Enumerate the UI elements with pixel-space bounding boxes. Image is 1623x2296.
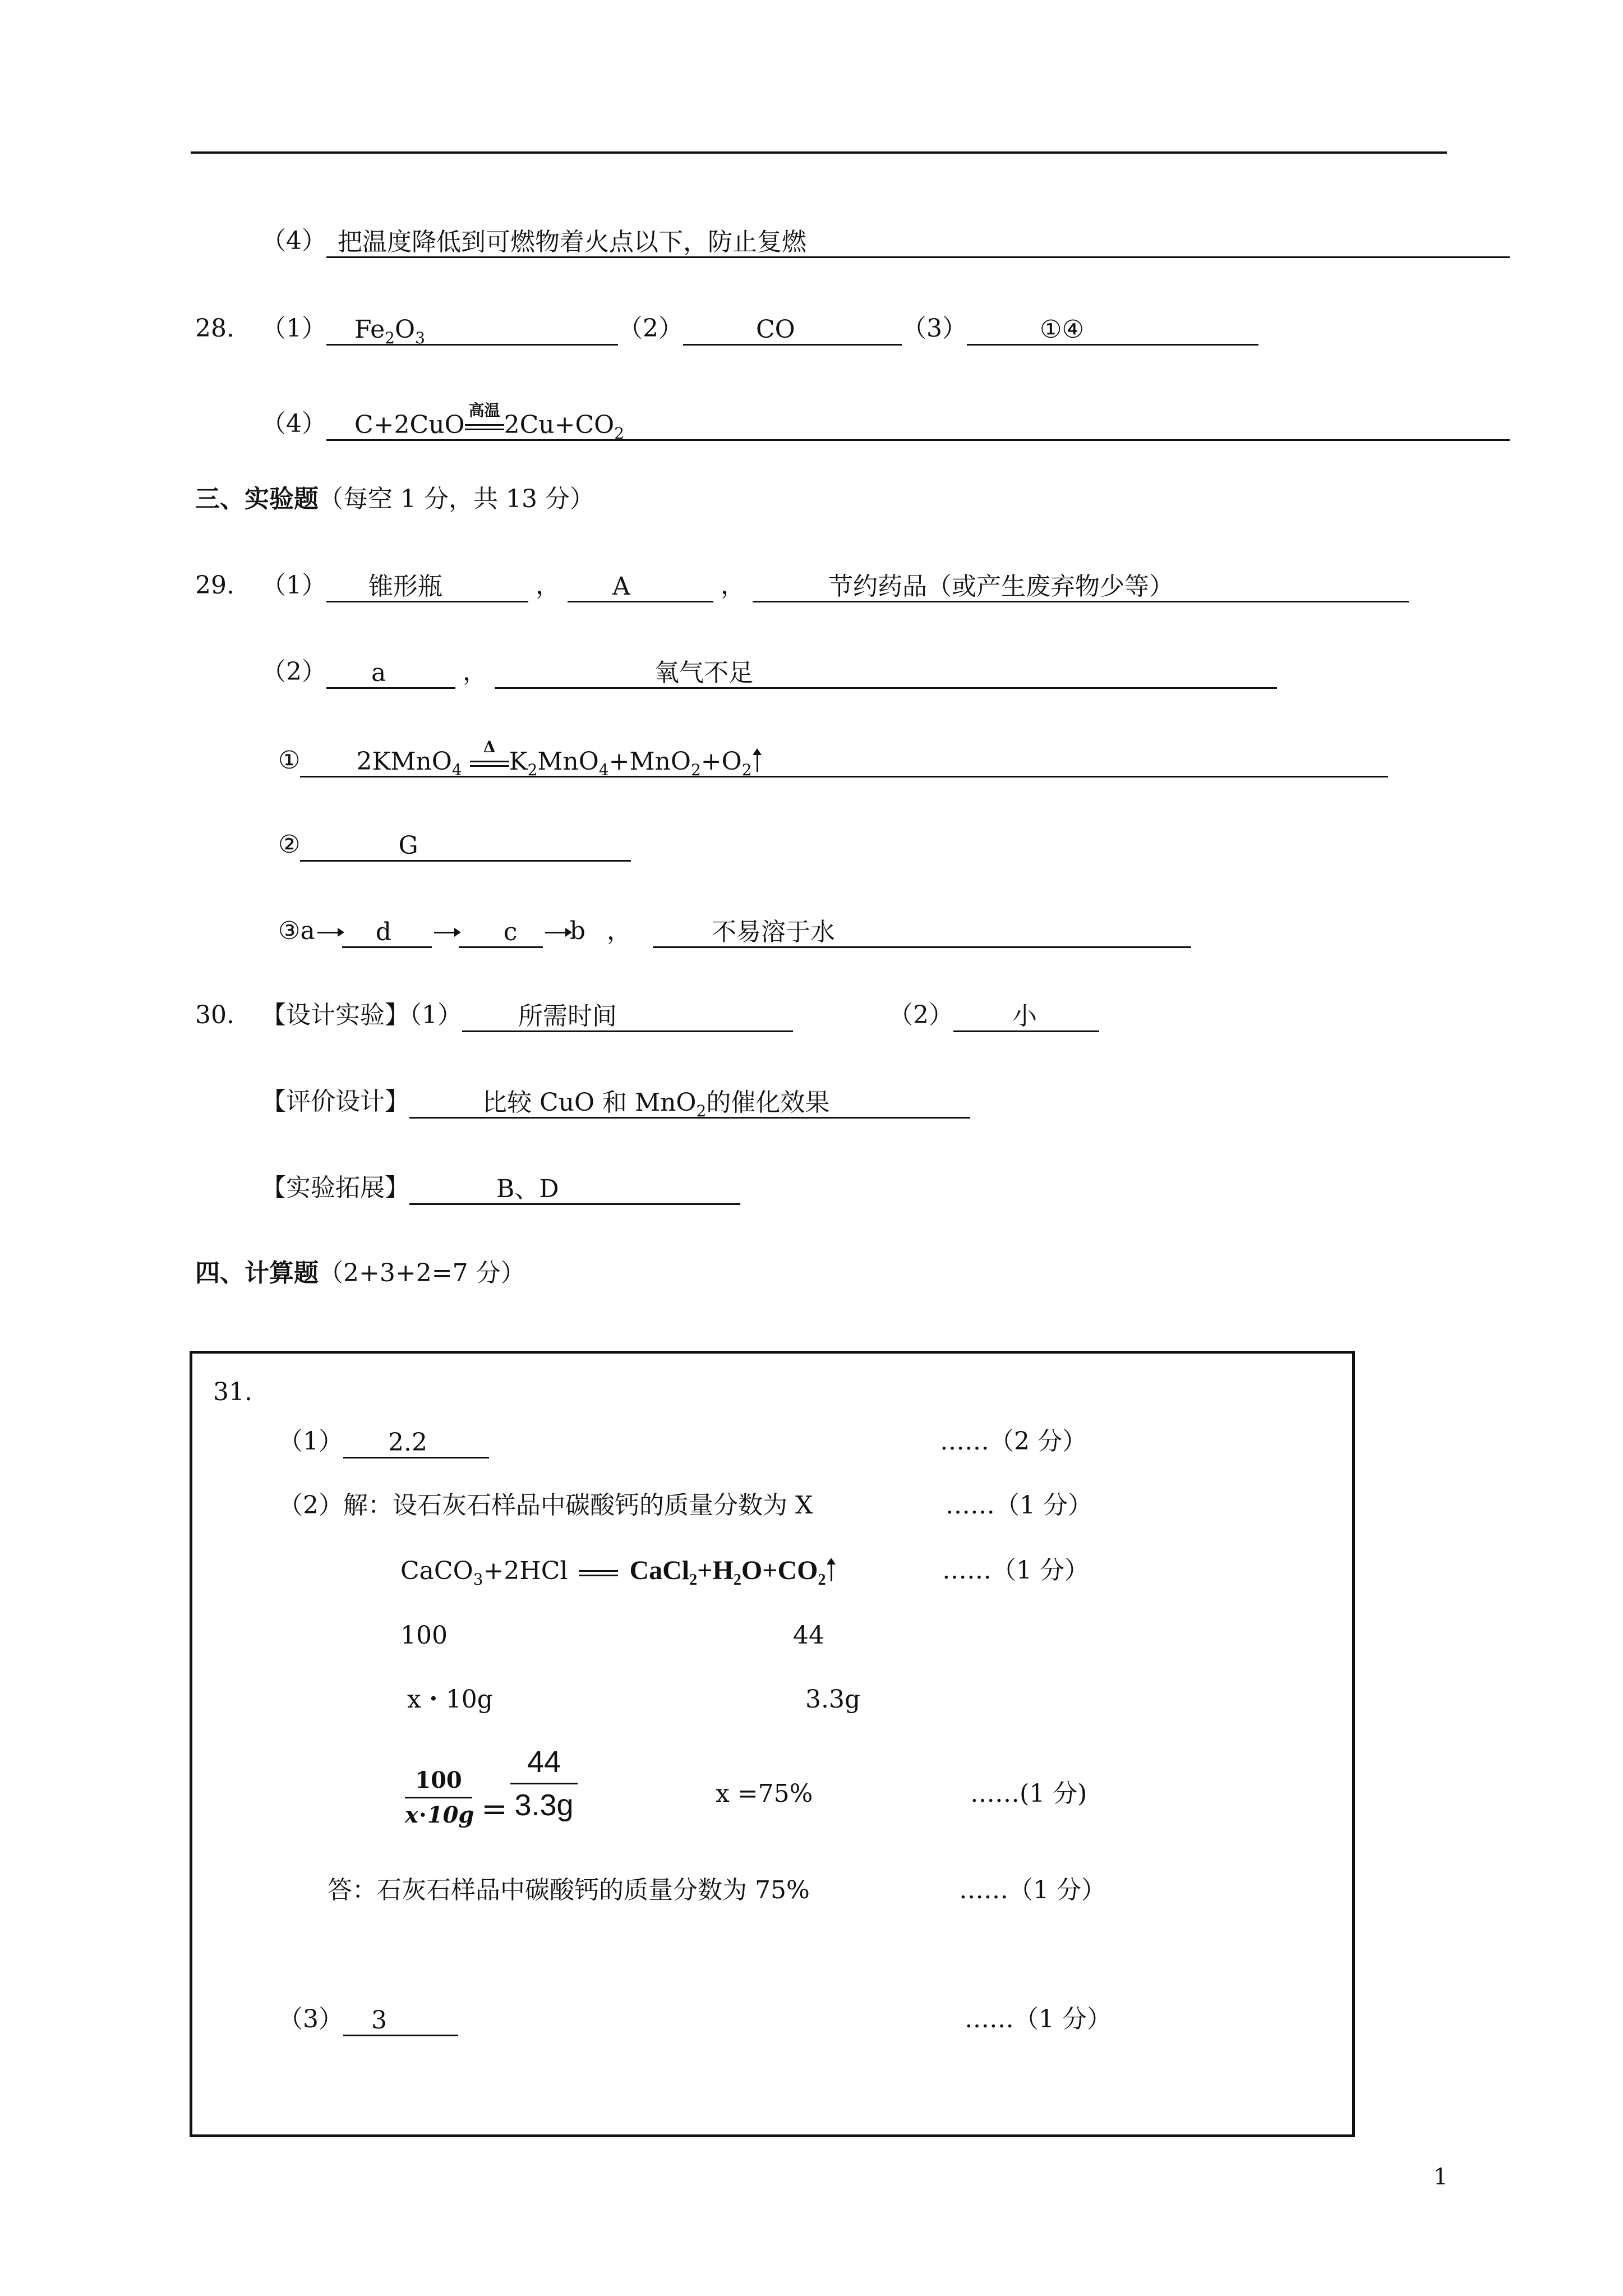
q31-answer-statement: 答：石灰石样品中碳酸钙的质量分数为 75% xyxy=(328,1876,810,1904)
q31-part3: （3） 3 xyxy=(278,2003,458,2036)
answer-blank: 节约药品（或产生废弃物少等） xyxy=(753,570,1409,602)
q31-part1: （1） 2.2 xyxy=(278,1425,489,1458)
answer-blank: 3 xyxy=(343,2004,458,2036)
fraction-right: 44 3.3g xyxy=(510,1745,578,1823)
answer-blank: c xyxy=(459,915,543,948)
answer-blank: 2.2 xyxy=(343,1426,489,1458)
answer-blank: B、D xyxy=(409,1172,740,1205)
answer-blank: d xyxy=(342,915,432,948)
equation-sign xyxy=(579,1565,618,1581)
q31-label: 31. xyxy=(213,1378,252,1406)
q30-row1: 30. 【设计实验】（1） 所需时间 （2） 小 xyxy=(195,999,1099,1032)
q29-row4: ② G xyxy=(278,828,631,862)
score-note: ……（2 分） xyxy=(940,1427,1087,1456)
score-note: ……（1 分） xyxy=(946,1491,1092,1520)
q28-row1: 28. （1） $Fe_2O_3$ （2） CO （3） ①④ xyxy=(195,312,1258,346)
answer-blank: C+2CuO 高温 $2Cu+CO_2$ xyxy=(326,408,1510,441)
score-note: ……(1 分) xyxy=(970,1779,1087,1808)
gas-arrow-icon xyxy=(831,1562,832,1581)
equals-sign: = xyxy=(481,1791,508,1828)
molar-mass-caco3: 100 xyxy=(400,1621,448,1650)
q29-row5: ③a d c b ， 不易溶于水 xyxy=(278,914,1191,948)
q29-row3-equation: ① 2KMnO$_4$ Δ $K_2MnO_4+MnO_2+O_2$ xyxy=(278,744,1388,777)
header-rule xyxy=(191,151,1447,154)
answer-blank: a xyxy=(326,656,455,689)
answer-blank: 所需时间 xyxy=(462,1000,793,1032)
right-arrow-icon xyxy=(317,932,340,933)
answer-blank: A xyxy=(568,570,713,602)
q27-part4: （4） 把温度降低到可燃物着火点以下，防止复燃 xyxy=(261,224,1510,258)
section3-heading: 三、实验题（每空 1 分，共 13 分） xyxy=(195,485,594,513)
answer-blank: 2KMnO$_4$ Δ $K_2MnO_4+MnO_2+O_2$ xyxy=(300,745,1388,777)
answer-blank: 不易溶于水 xyxy=(653,915,1191,948)
right-arrow-icon xyxy=(434,932,457,933)
section4-heading: 四、计算题（2+3+2=7 分） xyxy=(195,1259,525,1287)
q29-row1: 29. （1） 锥形瓶 ， A ， 节约药品（或产生废弃物少等） xyxy=(195,569,1409,602)
equation-sign: Δ xyxy=(470,755,509,772)
answer-blank: 比较 CuO 和 MnO$_2$的催化效果 xyxy=(409,1086,970,1119)
mass-co2: 3.3g xyxy=(805,1685,861,1714)
score-note: ……（1 分） xyxy=(965,2005,1112,2033)
q31-reaction-equation: CaCO$_3$+2HCl $CaCl_2+H_2O+CO_2$ xyxy=(400,1554,832,1588)
answer-blank: 氧气不足 xyxy=(495,656,1277,689)
score-note: ……（1 分） xyxy=(959,1876,1106,1904)
answer-blank: $Fe_2O_3$ xyxy=(326,313,618,346)
answer-blank: 小 xyxy=(953,1000,1099,1032)
q28-part4: （4） C+2CuO 高温 $2Cu+CO_2$ xyxy=(261,407,1510,441)
page-number: 1 xyxy=(1433,2164,1448,2190)
molar-mass-co2: 44 xyxy=(793,1621,824,1650)
q29-row2: （2） a ， 氧气不足 xyxy=(261,655,1277,689)
answer-blank: 把温度降低到可燃物着火点以下，防止复燃 xyxy=(326,226,1510,258)
answer-blank: G xyxy=(300,829,631,862)
result-x: x =75% xyxy=(716,1779,813,1808)
gas-arrow-icon xyxy=(757,753,758,772)
fraction-left: 100 x⋅10g xyxy=(405,1767,474,1828)
answer-blank: CO xyxy=(683,313,902,346)
mass-caco3: x・10g xyxy=(407,1685,493,1714)
q30-row3: 【实验拓展】 B、D xyxy=(261,1171,740,1205)
q31-solution-setup: （2）解：设石灰石样品中碳酸钙的质量分数为 X xyxy=(278,1491,813,1520)
equation-sign: 高温 xyxy=(465,418,504,435)
score-note: ……（1 分） xyxy=(942,1556,1089,1585)
q30-row2: 【评价设计】 比较 CuO 和 MnO$_2$的催化效果 xyxy=(261,1085,970,1119)
answer-blank: ①④ xyxy=(967,313,1258,346)
answer-blank: 锥形瓶 xyxy=(326,570,528,602)
right-arrow-icon xyxy=(545,932,568,933)
